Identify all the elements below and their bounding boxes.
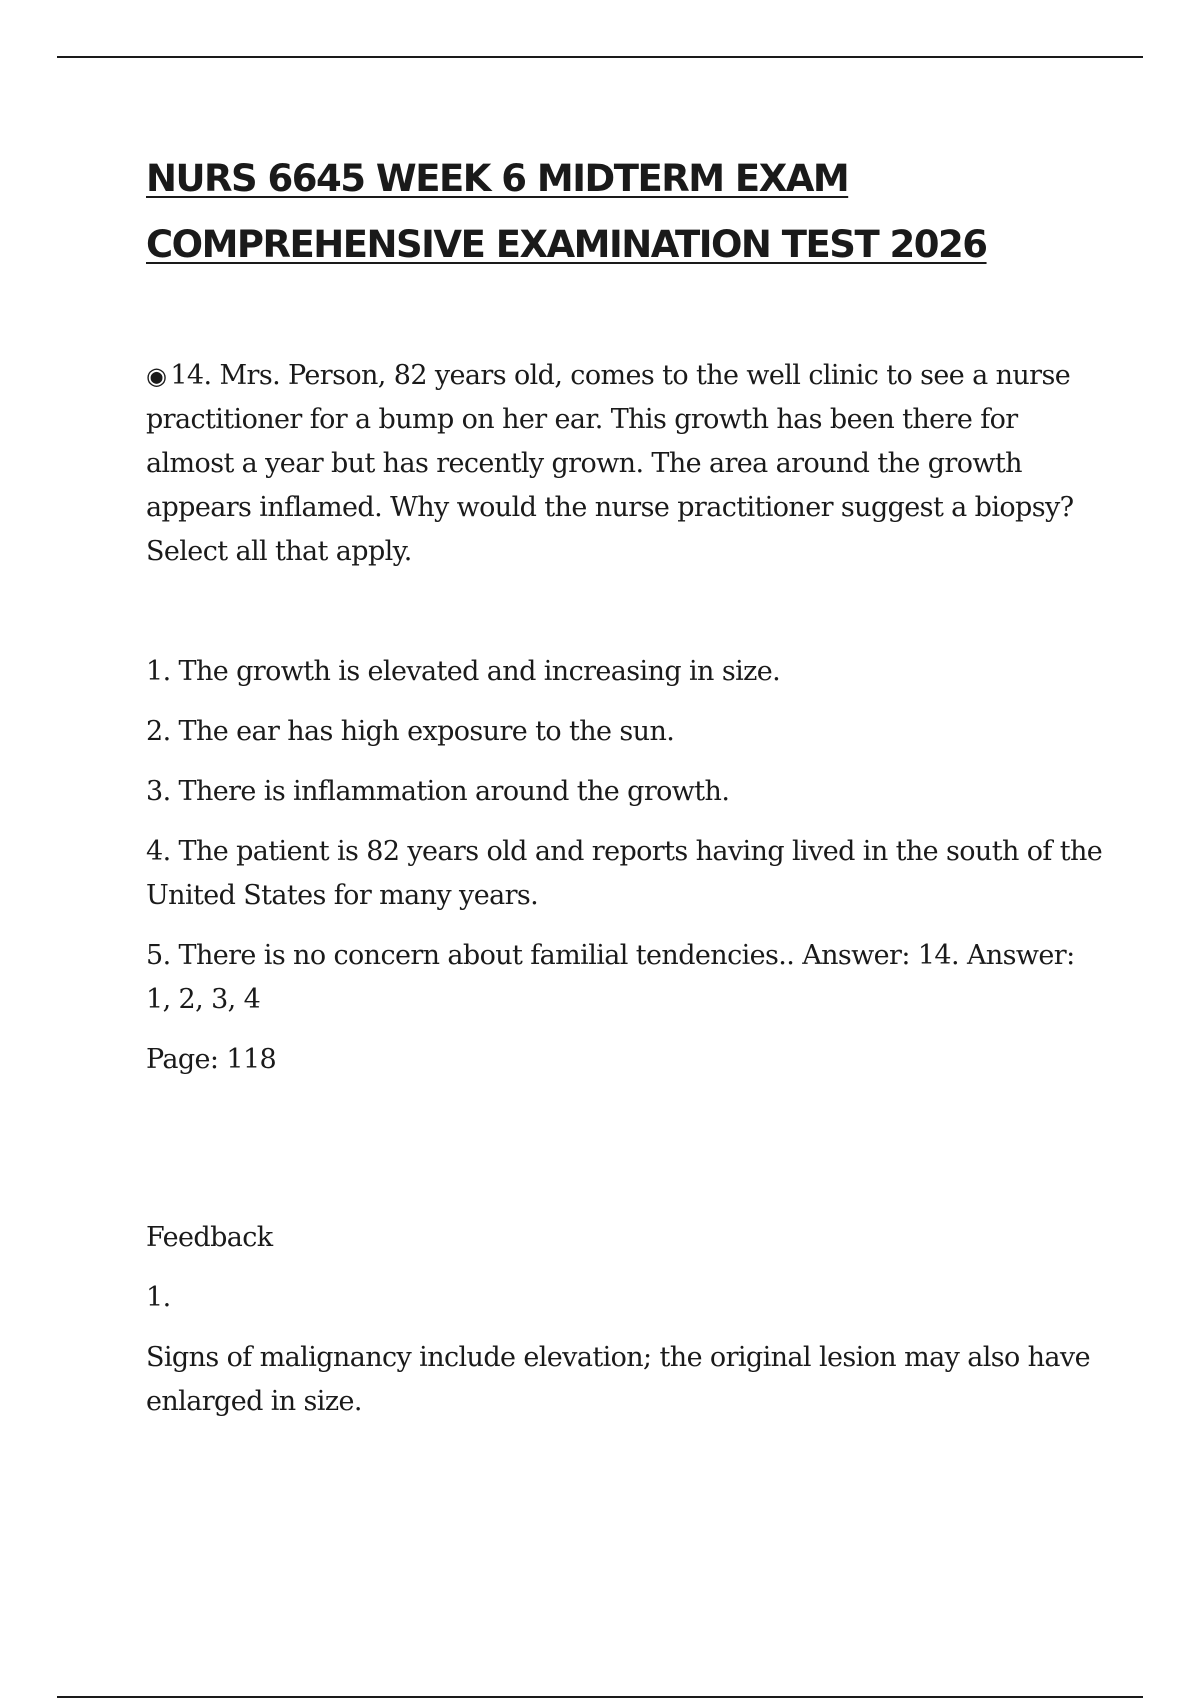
option-5: 5. There is no concern about familial tendencies.. Answer: 14. Answer: 1, 2, 3, 4 bbox=[146, 940, 1075, 1015]
answer-options bbox=[146, 650, 1106, 1098]
feedback-heading: Feedback bbox=[146, 1222, 273, 1253]
page-title bbox=[146, 146, 1096, 278]
question-block bbox=[146, 354, 1106, 574]
option-1: 1. The growth is elevated and increasing in size. bbox=[146, 656, 781, 687]
title-line-1: NURS 6645 WEEK 6 MIDTERM EXAM bbox=[146, 157, 849, 200]
bottom-rule bbox=[57, 1696, 1143, 1698]
top-rule bbox=[57, 56, 1143, 58]
page-reference: Page: 118 bbox=[146, 1044, 277, 1075]
title-line-2: COMPREHENSIVE EXAMINATION TEST 2026 bbox=[146, 223, 987, 266]
feedback-section bbox=[146, 1216, 1106, 1440]
radio-bullet-icon: ◉ bbox=[146, 362, 167, 390]
option-4: 4. The patient is 82 years old and reports having lived in the south of the United States for many years. bbox=[146, 836, 1103, 911]
question-text: 14. Mrs. Person, 82 years old, comes to the well clinic to see a nurse practitioner for a bump on her ear. This growth has been there for almost a year but has recently grown. The area around the growth appears inflamed. Why would the nurse practitioner suggest a biopsy? Select all that apply. bbox=[146, 360, 1074, 567]
feedback-number: 1. bbox=[146, 1282, 171, 1313]
option-3: 3. There is inflammation around the growth. bbox=[146, 776, 730, 807]
feedback-text: Signs of malignancy include elevation; the original lesion may also have enlarged in size. bbox=[146, 1342, 1090, 1417]
option-2: 2. The ear has high exposure to the sun. bbox=[146, 716, 675, 747]
